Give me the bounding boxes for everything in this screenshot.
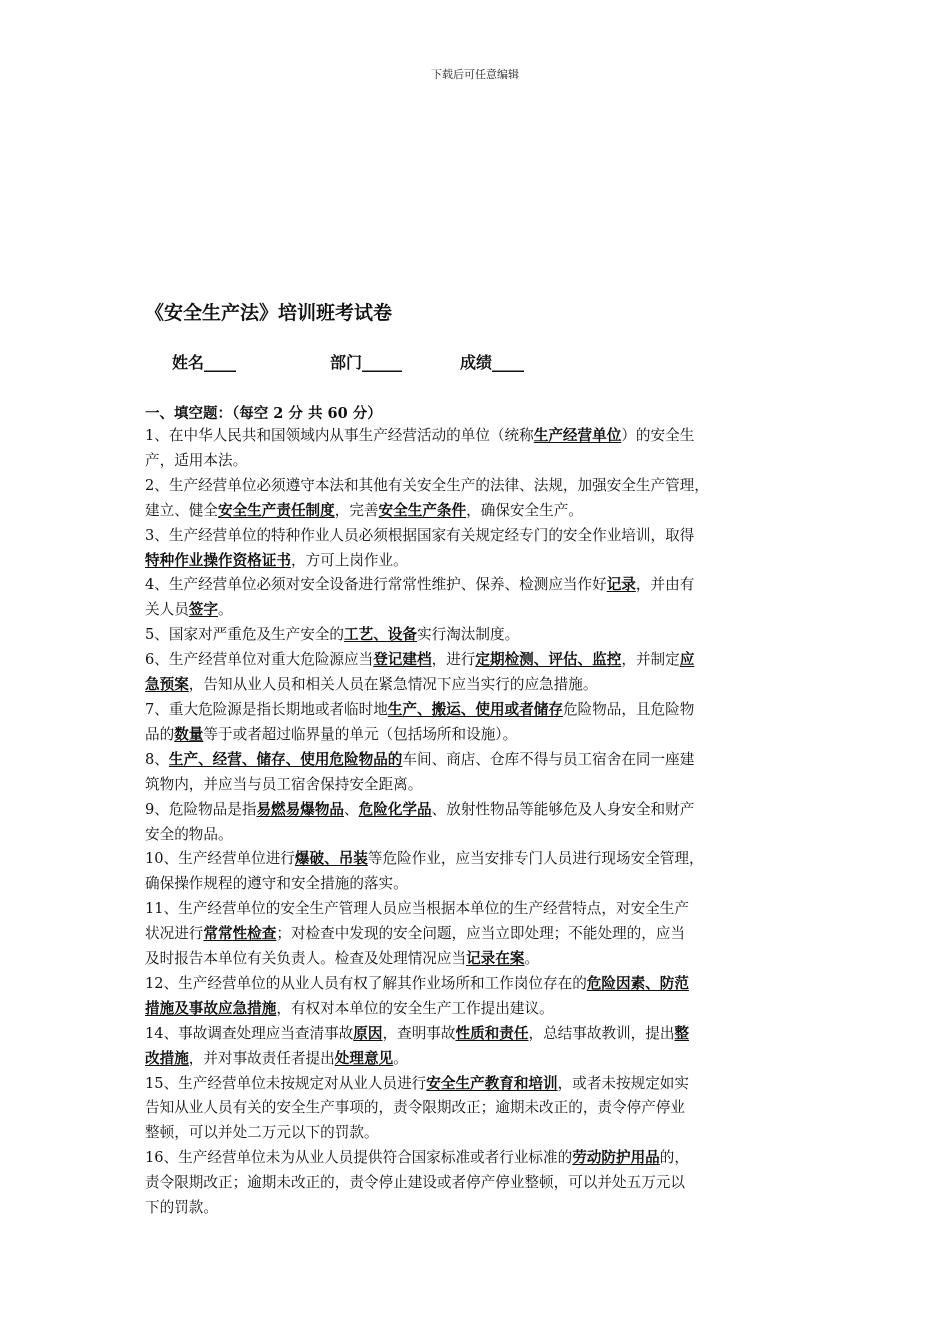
- question-text: 4、生产经营单位必须对安全设备进行常常性维护、保养、检测应当作好: [145, 576, 607, 594]
- question-line: [145, 1171, 815, 1196]
- question-line: [145, 673, 815, 698]
- question-text: ，并制定: [621, 651, 680, 669]
- question-line: [145, 823, 815, 848]
- answer-text: 工艺、设备: [344, 626, 417, 644]
- question-text: 5、国家对严重危及生产安全的: [145, 626, 345, 644]
- question-text: 3、生产经营单位的特种作业人员必须根据国家有关规定经专门的安全作业培训，取得: [145, 526, 695, 544]
- question-item: [145, 1146, 815, 1221]
- question-text: ；对检查中发现的安全问题，应当立即处理；不能处理的，应当: [276, 925, 686, 943]
- question-line: [145, 549, 815, 574]
- answer-text: 应: [679, 651, 695, 669]
- answer-text: 急预案: [145, 676, 189, 694]
- question-line: [145, 499, 815, 524]
- answer-text: 定期检测、评估、监控: [475, 651, 622, 669]
- answer-text: 生产、经营、储存、使用危险物品的: [168, 750, 403, 768]
- question-line: [145, 449, 815, 474]
- answer-text: 签字: [188, 601, 218, 619]
- answer-text: 安全生产教育和培训: [426, 1074, 558, 1092]
- question-text: ，方可上岗作业。: [290, 551, 408, 569]
- question-item: [145, 847, 815, 897]
- question-line: [145, 623, 815, 648]
- question-text: ，并由有: [635, 576, 695, 594]
- question-item: [145, 424, 815, 474]
- answer-text: 记录在案: [466, 950, 525, 968]
- question-line: [145, 997, 815, 1022]
- question-text: 危险物品，且危险物: [562, 700, 695, 718]
- question-line: [145, 1146, 815, 1171]
- question-line: [145, 1022, 815, 1047]
- question-text: 确保操作规程的遵守和安全措施的落实。: [145, 875, 408, 893]
- question-text: 2、生产经营单位必须遵守本法和其他有关安全生产的法律、法规，加强安全生产管理，: [145, 476, 709, 494]
- question-text: 等危险作业，应当安排专门人员进行现场安全管理，: [367, 850, 704, 868]
- question-text: 安全的物品。: [145, 825, 233, 843]
- question-item: [145, 474, 815, 524]
- department-field[interactable]: 部门_____: [330, 353, 403, 372]
- question-line: [145, 798, 815, 823]
- question-text: 。: [218, 601, 233, 619]
- question-text: 车间、商店、仓库不得与员工宿舍在同一座建: [402, 750, 695, 768]
- question-text: 产，适用本法。: [145, 451, 248, 469]
- question-item: [145, 698, 815, 748]
- question-text: 责令限期改正；逾期未改正的，责令停止建设或者停产停业整顿，可以并处五万元以: [145, 1174, 685, 1192]
- question-line: [145, 1047, 815, 1072]
- section-heading: 一、填空题：（每空 2 分 共 60 分）: [145, 405, 382, 422]
- answer-text: 性质和责任: [455, 1024, 529, 1042]
- answer-text: 安全生产条件: [378, 501, 467, 519]
- question-text: 1、在中华人民共和国领域内从事生产经营活动的单位（统称: [145, 427, 534, 444]
- question-text: 、: [344, 800, 359, 818]
- question-text: 12、生产经营单位的从业人员有权了解其作业场所和工作岗位存在的: [145, 974, 587, 992]
- question-text: ，或者未按规定如实: [557, 1074, 689, 1092]
- question-text: ）的安全生: [621, 427, 695, 444]
- question-text: ，确保安全生产。: [466, 501, 583, 519]
- answer-text: 易燃易爆物品: [256, 800, 345, 818]
- question-text: ，有权对本单位的安全生产工作提出建议。: [276, 999, 554, 1017]
- question-line: [145, 648, 815, 673]
- question-line: [145, 748, 815, 773]
- question-line: [145, 573, 815, 598]
- question-text: 状况进行: [145, 925, 204, 943]
- question-line: [145, 847, 815, 872]
- question-text: 关人员: [145, 601, 189, 619]
- question-text: 品的: [145, 725, 175, 743]
- question-list: [145, 424, 815, 1221]
- question-line: [145, 474, 815, 499]
- question-item: [145, 524, 815, 574]
- question-line: [145, 1072, 815, 1097]
- answer-text: 劳动防护用品: [572, 1149, 660, 1167]
- question-text: 、放射性物品等能够危及人身安全和财产: [431, 800, 695, 818]
- answer-text: 常常性检查: [203, 925, 277, 943]
- question-line: [145, 1196, 815, 1221]
- answer-text: 特种作业操作资格证书: [145, 551, 291, 569]
- question-text: 的，: [659, 1149, 689, 1167]
- question-item: [145, 897, 815, 972]
- question-item: [145, 648, 815, 698]
- question-line: [145, 947, 815, 972]
- question-item: [145, 1022, 815, 1072]
- question-line: [145, 922, 815, 947]
- page-header: 下载后可任意编辑: [431, 68, 519, 81]
- question-text: ，并对事故责任者提出: [188, 1049, 335, 1067]
- question-line: [145, 897, 815, 922]
- question-item: [145, 798, 815, 848]
- question-text: 11、生产经营单位的安全生产管理人员应当根据本单位的生产经营特点，对安全生产: [145, 900, 689, 918]
- question-text: 等于或者超过临界量的单元（包括场所和设施）。: [203, 725, 518, 743]
- answer-text: 记录: [606, 576, 636, 594]
- question-text: 。: [524, 950, 540, 968]
- question-item: [145, 972, 815, 1022]
- question-text: 15、生产经营单位未按规定对从业人员进行: [145, 1074, 427, 1092]
- answer-text: 爆破、吊装: [294, 850, 368, 868]
- question-text: 建立、健全: [145, 501, 218, 519]
- question-line: [145, 424, 815, 449]
- question-line: [145, 1121, 815, 1146]
- question-line: [145, 723, 815, 748]
- question-line: [145, 698, 815, 723]
- question-line: [145, 524, 815, 549]
- answer-text: 生产、搬运、使用或者储存: [387, 700, 563, 718]
- answer-text: 处理意见: [334, 1049, 394, 1067]
- answer-text: 原因: [353, 1024, 383, 1042]
- answer-text: 安全生产责任制度: [217, 501, 335, 519]
- question-text: 实行淘汰制度。: [417, 626, 520, 644]
- question-text: ，完善: [334, 501, 379, 519]
- question-text: 筑物内，并应当与员工宿舍保持安全距离。: [145, 775, 423, 793]
- question-text: 6、生产经营单位对重大危险源应当: [145, 651, 374, 669]
- question-text: ，查明事故: [382, 1024, 456, 1042]
- score-field[interactable]: 成绩____: [460, 353, 525, 372]
- answer-text: 改措施: [145, 1049, 189, 1067]
- answer-text: 生产经营单位: [533, 427, 622, 444]
- question-text: ，进行: [431, 651, 476, 669]
- exam-title: 《安全生产法》培训班考试卷: [145, 302, 393, 324]
- question-line: [145, 598, 815, 623]
- answer-text: 危险化学品: [358, 800, 432, 818]
- name-field[interactable]: 姓名____: [172, 353, 237, 372]
- answer-text: 措施及事故应急措施: [145, 999, 277, 1017]
- question-text: 7、重大危险源是指长期地或者临时地: [145, 700, 388, 718]
- question-line: [145, 872, 815, 897]
- question-text: 9、危险物品是指: [145, 800, 257, 818]
- question-text: 16、生产经营单位未为从业人员提供符合国家标准或者行业标准的: [145, 1149, 573, 1167]
- answer-text: 数量: [174, 725, 204, 743]
- question-text: 10、生产经营单位进行: [145, 850, 295, 868]
- question-text: 8、: [145, 750, 169, 768]
- question-text: 告知从业人员有关的安全生产事项的，责令限期改正；逾期未改正的，责令停产停业: [145, 1099, 685, 1117]
- question-item: [145, 748, 815, 798]
- question-line: [145, 773, 815, 798]
- question-text: 整顿，可以并处二万元以下的罚款。: [145, 1124, 379, 1142]
- question-text: ，总结事故教训，提出: [528, 1024, 675, 1042]
- question-line: [145, 1096, 815, 1121]
- question-item: [145, 623, 815, 648]
- question-item: [145, 1072, 815, 1147]
- question-item: [145, 573, 815, 623]
- answer-text: 危险因素、防范: [586, 974, 689, 992]
- answer-text: 登记建档: [373, 651, 432, 669]
- question-text: 14、事故调查处理应当查清事故: [145, 1024, 354, 1042]
- question-text: 下的罚款。: [145, 1199, 218, 1217]
- question-text: 。: [393, 1049, 408, 1067]
- question-text: ，告知从业人员和相关人员在紧急情况下应当实行的应急措施。: [188, 676, 598, 694]
- question-text: 及时报告本单位有关负责人。检查及处理情况应当: [145, 950, 467, 968]
- answer-text: 整: [674, 1024, 690, 1042]
- question-line: [145, 972, 815, 997]
